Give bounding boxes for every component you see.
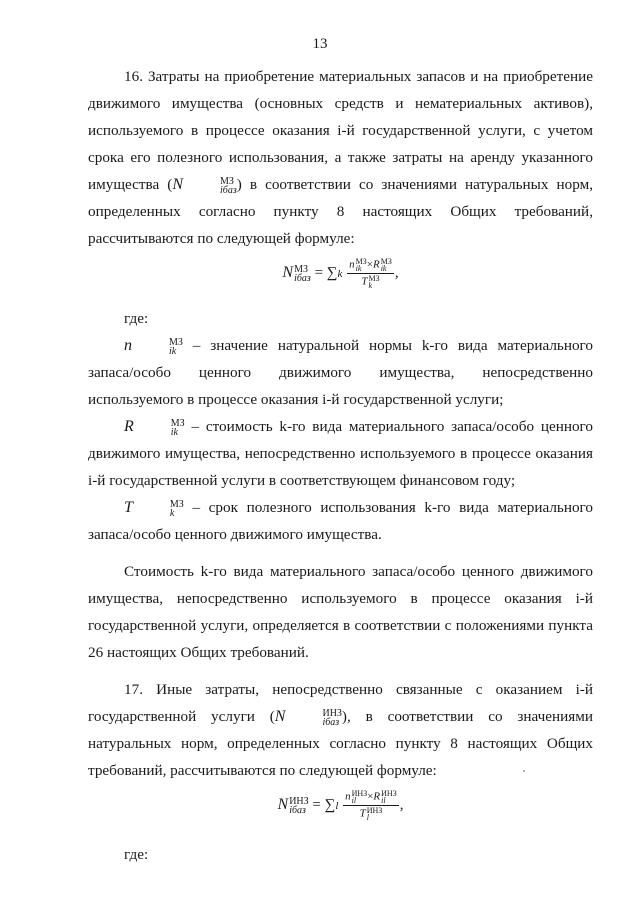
formula-mz: N МЗ iбаз = ∑k n МЗ ik ×R МЗ ik T МЗ k , (282, 257, 399, 290)
definition-n: n МЗ ik – значение натуральной нормы k-го вида материального запаса/особо ценного движимого имущества, непосредственно используемого в процессе оказания i-й государственной услуги; (88, 336, 593, 408)
where-label-2: где: (124, 846, 149, 863)
formula-mz-fraction: n МЗ ik ×R МЗ ik T МЗ k (349, 257, 392, 290)
formula-inz-fraction: n ИНЗ il ×R ИНЗ il T ИНЗ l (345, 789, 397, 822)
scan-speck (523, 770, 525, 772)
definition-R: R МЗ ik – стоимость k-го вида материального запаса/особо ценного движимого имущества, непосредственно используемого в процессе оказания i-й государственной услуги в соответствующем финансовом году; (88, 417, 593, 489)
definition-T: T МЗ k – срок полезного использования k-го вида материального запаса/особо ценного движимого имущества. (88, 498, 593, 543)
paragraph-16-text-end: ) в соответствии со значениями натуральных норм, определенных согласно пункту 8 настоящих Общих требований, рассчитываются по следующей формуле: (88, 176, 593, 247)
paragraph-16 (88, 63, 593, 252)
symbol-n-ibaz-inz: N ИНЗ iбаз (274, 707, 342, 728)
formula-inz: N ИНЗ iбаз = ∑l n ИНЗ il ×R ИНЗ il T ИНЗ l , (277, 789, 404, 822)
where-label-1: где: (124, 310, 149, 327)
symbol-n-ibaz-mz: N МЗ iбаз (172, 175, 237, 196)
cost-paragraph: Стоимость k-го вида материального запаса/особо ценного движимого имущества, непосредственно используемого в процессе оказания i-й государственной услуги, определяется в соответствии с положениями пункта 26 настоящих Общих требований. (88, 563, 593, 661)
paragraph-16-text-start: 16. Затраты на приобретение материальных запасов и на приобретение движимого имущества (основных средств и нематериальных активов), используемого в процессе оказания i-й государственной услуги, с учетом срока его полезного использования, а также затраты на аренду указанного имущества ( (88, 68, 593, 193)
paragraph-17: 17. Иные затраты, непосредственно связанные с оказанием i-й государственной услуги (N ИНЗ iбаз ), в соответствии со значениями натуральных норм, определенных согласно пункту 8 настоящих Общих требований, рассчитываются по следующей формуле: (88, 681, 593, 779)
page-content (88, 63, 593, 868)
page-number: 13 (312, 36, 328, 52)
